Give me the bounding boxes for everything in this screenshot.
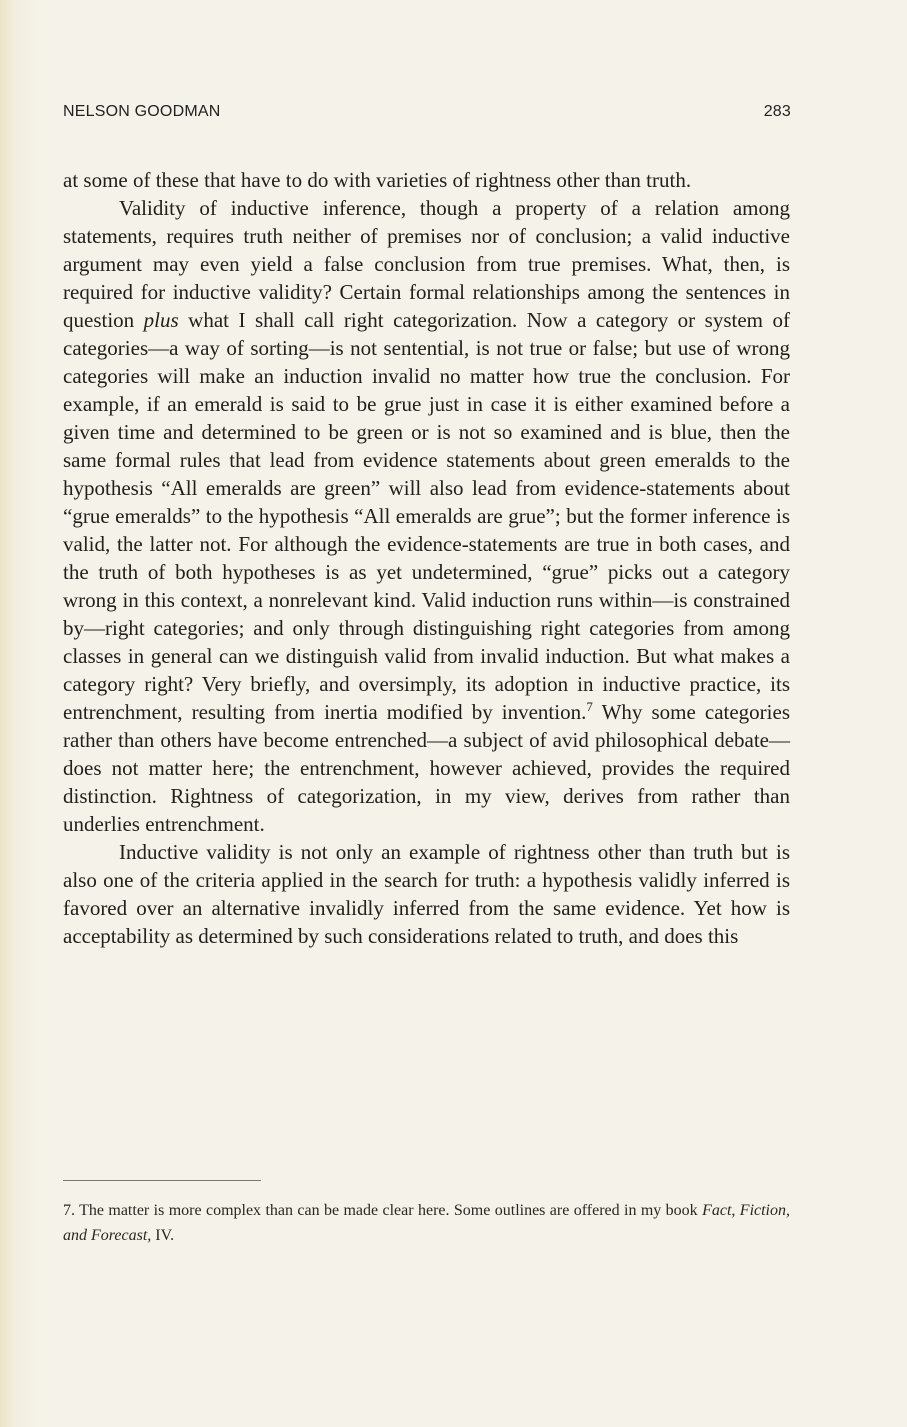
- footnote-suffix: IV.: [155, 1227, 175, 1244]
- footnote-text: The matter is more complex than can be made clear here. Some outlines are offered in my book: [79, 1202, 703, 1219]
- paragraph-2-text-a: Validity of inductive inference, though a property of a relation among statements, requires truth neither of premises nor of conclusion; a valid inductive argument may even yield a false conclusion from true premises. What, then, is required for inductive validity? Certain formal relationships among the sentences in question: [63, 196, 790, 332]
- running-head-author: NELSON GOODMAN: [63, 103, 221, 120]
- paragraph-2-text-c: Why some categories rather than others have become entrenched—a subject of avid philosophical debate—does not matter here; the entrenchment, however achieved, provides the required distinction. Rightness of categorization, in my view, derives from rather than underlies entrenchment.: [63, 700, 790, 836]
- paragraph-1-text: at some of these that have to do with varieties of rightness other than truth.: [63, 168, 692, 192]
- footnote: [63, 1198, 790, 1248]
- running-head: [63, 103, 791, 125]
- paragraph-2-text-b: what I shall call right categorization. Now a category or system of categories—a way of sorting—is not sentential, is not true or false; but use of wrong categories will make an induction invalid no matter how true the conclusion. For example, if an emerald is said to be grue just in case it is either examined before a given time and determined to be green or is not so examined and is blue, then the same formal rules that lead from evidence statements about green emeralds to the hypothesis “All emeralds are green” will also lead from evidence-statements about “grue emeralds” to the hypothesis “All emeralds are grue”; but the former inference is valid, the latter not. For although the evidence-statements are true in both cases, and the truth of both hypotheses is as yet undetermined, “grue” picks out a category wrong in this context, a nonrelevant kind. Valid induction runs within—is constrained by—right categories; and only through distinguishing right categories from among classes in general can we distinguish valid from invalid induction. But what makes a category right? Very briefly, and oversimply, its adoption in inductive practice, its entrenchment, resulting from inertia modified by invention.: [63, 308, 790, 724]
- page-number: 283: [763, 103, 791, 120]
- body-text: [63, 166, 790, 950]
- paragraph-continuation: [63, 166, 790, 194]
- paragraph-3-text: Inductive validity is not only an example of rightness other than truth but is also one of the criteria applied in the search for truth: a hypothesis validly inferred is favored over an alternative invalidly inferred from the same evidence. Yet how is acceptability as determined by such considerations related to truth, and does this: [63, 840, 790, 948]
- emphasis-plus: plus: [143, 308, 179, 332]
- footnote-number: 7.: [63, 1202, 75, 1219]
- paragraph-criteria-of-truth: [63, 838, 790, 950]
- footnote-reference: 7: [586, 699, 593, 714]
- paragraph-inductive-validity: [63, 194, 790, 838]
- footnote-divider: [63, 1180, 261, 1181]
- footnote-book-title: Fact, Fiction, and Forecast,: [63, 1202, 791, 1244]
